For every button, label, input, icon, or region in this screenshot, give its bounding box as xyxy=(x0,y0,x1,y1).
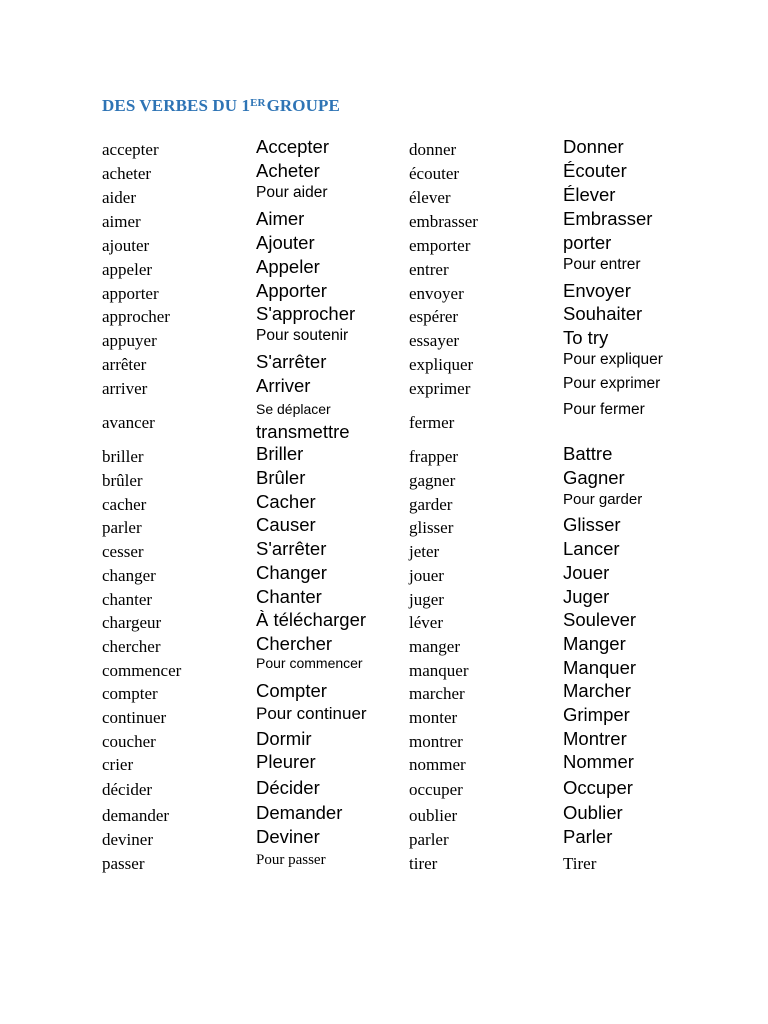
french-verb: aimer xyxy=(102,212,141,231)
french-verb: cacher xyxy=(102,495,147,514)
french-verb: entrer xyxy=(409,260,449,279)
french-verb: manquer xyxy=(409,661,469,680)
french-verb: emporter xyxy=(409,236,471,255)
translation: Pour expliquer xyxy=(563,351,663,368)
french-verb: embrasser xyxy=(409,212,478,231)
translation: Aimer xyxy=(256,208,305,229)
translation: Tirer xyxy=(563,854,597,873)
translation: Changer xyxy=(256,562,327,583)
translation: Causer xyxy=(256,514,316,535)
french-verb: arrêter xyxy=(102,355,147,374)
french-verb: donner xyxy=(409,140,457,159)
translation: Oublier xyxy=(563,802,623,823)
translation: Cacher xyxy=(256,491,316,512)
french-verb: changer xyxy=(102,566,156,585)
french-verb: occuper xyxy=(409,780,463,799)
translation: À télécharger xyxy=(256,609,367,630)
french-verb: décider xyxy=(102,780,153,799)
translation: Pleurer xyxy=(256,751,316,772)
translation: Parler xyxy=(563,826,613,847)
french-verb: arriver xyxy=(102,379,148,398)
translation: Embrasser xyxy=(563,208,653,229)
french-verb: demander xyxy=(102,806,170,825)
french-verb: manger xyxy=(409,637,460,656)
translation: Briller xyxy=(256,443,304,464)
translation: Pour commencer xyxy=(256,655,363,671)
french-verb: appuyer xyxy=(102,331,157,350)
translation: Dormir xyxy=(256,728,312,749)
french-verb: jeter xyxy=(409,542,440,561)
translation: Ajouter xyxy=(256,232,315,253)
french-verb: acheter xyxy=(102,164,152,183)
translation: Décider xyxy=(256,777,320,798)
french-verb: tirer xyxy=(409,854,438,873)
translation: Lancer xyxy=(563,538,620,559)
translation: Pour continuer xyxy=(256,704,367,723)
translation: Pour exprimer xyxy=(563,375,661,392)
french-verb: écouter xyxy=(409,164,460,183)
translation: Chanter xyxy=(256,586,322,607)
french-verb: parler xyxy=(409,830,449,849)
french-verb: parler xyxy=(102,518,142,537)
french-verb: cesser xyxy=(102,542,144,561)
translation: Pour garder xyxy=(563,491,643,508)
translation: Compter xyxy=(256,680,327,701)
french-verb: ajouter xyxy=(102,236,150,255)
french-verb: oublier xyxy=(409,806,458,825)
french-verb: avancer xyxy=(102,413,155,432)
french-verb: léver xyxy=(409,613,443,632)
title-superscript: ER xyxy=(250,97,266,109)
translation: Manquer xyxy=(563,657,637,678)
french-verb: jouer xyxy=(409,566,444,585)
title-suffix: GROUPE xyxy=(266,96,340,115)
french-verb: continuer xyxy=(102,708,167,727)
translation: Pour passer xyxy=(256,852,326,868)
translation: S'arrêter xyxy=(256,538,327,559)
french-verb: brûler xyxy=(102,471,143,490)
french-verb: coucher xyxy=(102,732,156,751)
translation: Écouter xyxy=(563,160,627,181)
french-verb: accepter xyxy=(102,140,159,159)
translation: Donner xyxy=(563,136,624,157)
translation: Pour aider xyxy=(256,184,328,201)
french-verb: appeler xyxy=(102,260,153,279)
translation: Brûler xyxy=(256,467,306,488)
title-prefix: DES VERBES DU 1 xyxy=(102,96,251,115)
french-verb: marcher xyxy=(409,684,465,703)
french-verb: compter xyxy=(102,684,158,703)
french-verb: garder xyxy=(409,495,453,514)
translation: porter xyxy=(563,232,612,253)
french-verb: nommer xyxy=(409,755,466,774)
translation: Souhaiter xyxy=(563,303,643,324)
translation: Pour entrer xyxy=(563,256,641,273)
translation: Juger xyxy=(563,586,610,607)
french-verb: frapper xyxy=(409,447,459,466)
translation: Envoyer xyxy=(563,280,631,301)
french-verb: juger xyxy=(409,590,444,609)
translation: Pour soutenir xyxy=(256,327,349,344)
translation: Demander xyxy=(256,802,343,823)
french-verb: chanter xyxy=(102,590,153,609)
translation: Élever xyxy=(563,184,616,205)
translation: Nommer xyxy=(563,751,634,772)
french-verb: crier xyxy=(102,755,134,774)
translation-line-2: transmettre xyxy=(256,421,350,442)
translation: Marcher xyxy=(563,680,631,701)
translation: Appeler xyxy=(256,256,320,277)
translation: Soulever xyxy=(563,609,637,630)
french-verb: chercher xyxy=(102,637,161,656)
french-verb: briller xyxy=(102,447,144,466)
translation: Pour fermer xyxy=(563,401,645,418)
french-verb: élever xyxy=(409,188,451,207)
french-verb: passer xyxy=(102,854,145,873)
french-verb: montrer xyxy=(409,732,463,751)
translation: Accepter xyxy=(256,136,330,157)
translation: Jouer xyxy=(563,562,610,583)
french-verb: fermer xyxy=(409,413,455,432)
translation: Arriver xyxy=(256,375,311,396)
translation: Gagner xyxy=(563,467,625,488)
translation: S'arrêter xyxy=(256,351,327,372)
translation: Battre xyxy=(563,443,613,464)
translation: Montrer xyxy=(563,728,627,749)
french-verb: envoyer xyxy=(409,284,464,303)
french-verb: monter xyxy=(409,708,458,727)
translation: Occuper xyxy=(563,777,633,798)
translation: S'approcher xyxy=(256,303,356,324)
french-verb: apporter xyxy=(102,284,159,303)
french-verb: glisser xyxy=(409,518,454,537)
translation-line-1: Se déplacer xyxy=(256,401,331,417)
translation: To try xyxy=(563,327,609,348)
translation: Acheter xyxy=(256,160,320,181)
translation: Grimper xyxy=(563,704,630,725)
french-verb: gagner xyxy=(409,471,456,490)
translation: Deviner xyxy=(256,826,320,847)
translation: Apporter xyxy=(256,280,327,301)
translation: Glisser xyxy=(563,514,621,535)
french-verb: essayer xyxy=(409,331,460,350)
french-verb: chargeur xyxy=(102,613,162,632)
french-verb: approcher xyxy=(102,307,170,326)
french-verb: exprimer xyxy=(409,379,471,398)
translation: Manger xyxy=(563,633,626,654)
translation: Chercher xyxy=(256,633,333,654)
french-verb: expliquer xyxy=(409,355,474,374)
french-verb: aider xyxy=(102,188,136,207)
french-verb: espérer xyxy=(409,307,459,326)
french-verb: commencer xyxy=(102,661,182,680)
french-verb: deviner xyxy=(102,830,153,849)
